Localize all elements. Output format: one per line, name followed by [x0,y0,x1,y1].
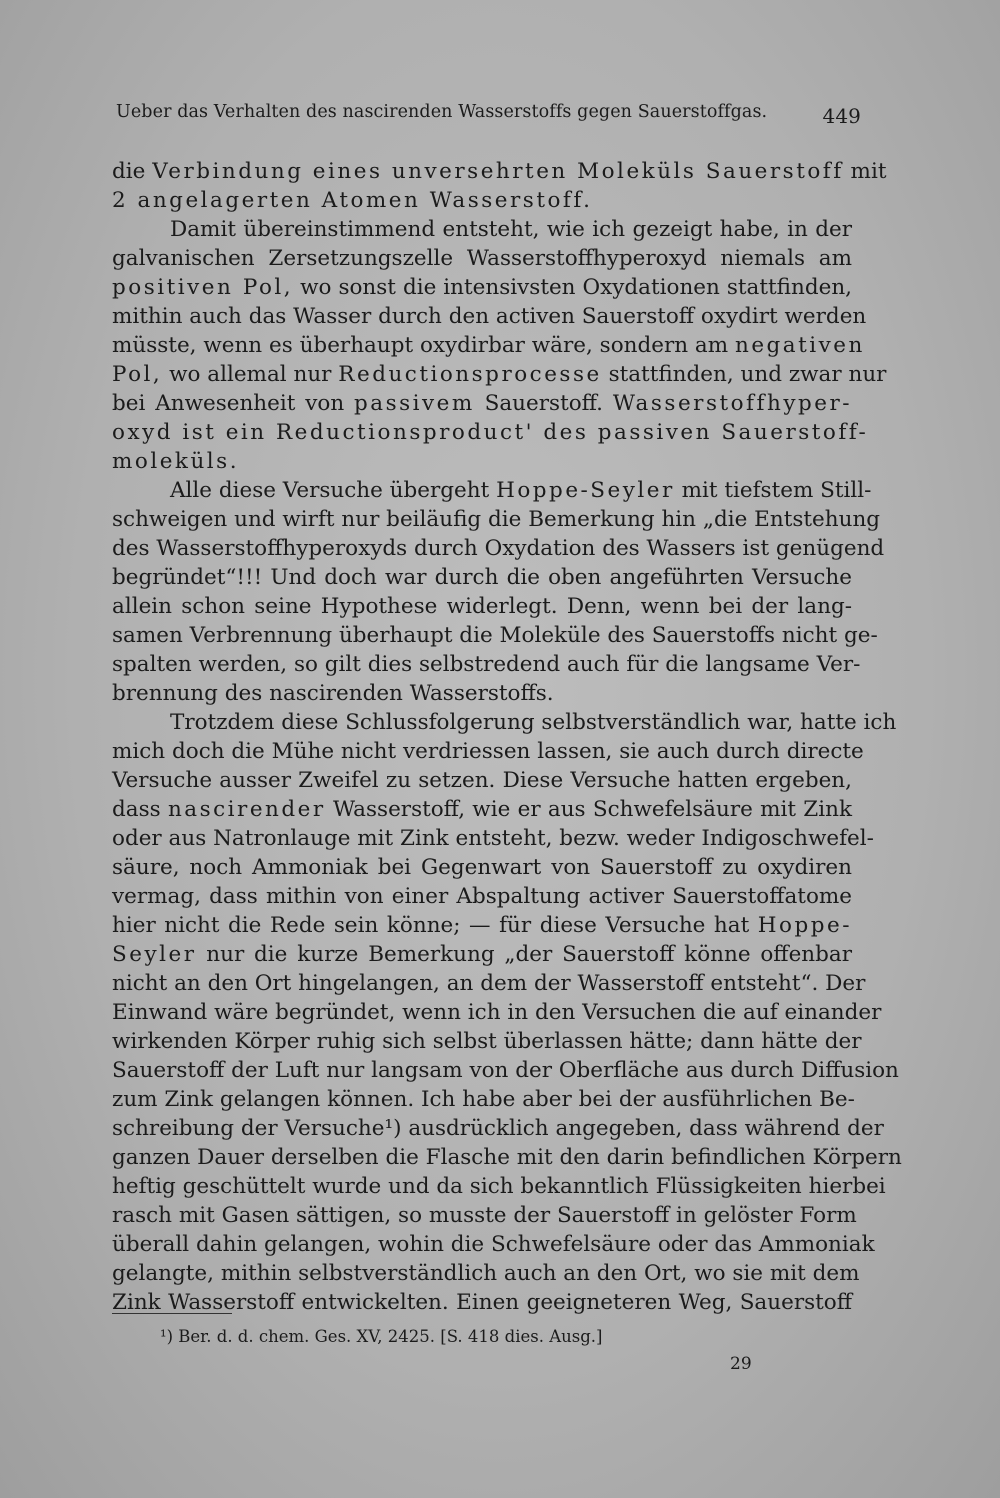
text-line: moleküls. [112,449,240,474]
spaced-emphasis: Hoppe- [757,913,852,938]
text-span: die [112,159,153,184]
text-line: 2 angelagerten Atomen Wasserstoff. [112,188,593,213]
footnote: ¹) Ber. d. d. chem. Ges. XV, 2425. [S. 418 dies. Ausg.] [160,1327,603,1346]
text-line: oxyd ist ein Reductionsproduct' des passiven Sauerstoff- [112,420,869,445]
text-line [112,795,852,824]
text-span: bei Anwesenheit von [112,391,355,416]
text-line: Einwand wäre begründet, wenn ich in den Versuchen die auf einander [112,1000,882,1025]
text-span: wo allemal nur [162,362,339,387]
text-span: hier nicht die Rede sein könne; — für diese Versuche hat [112,913,758,938]
page-number: 449 [822,104,861,128]
text-line: galvanischen Zersetzungszelle Wasserstoffhyperoxyd niemals am [112,246,852,271]
text-line: begründet“!!! Und doch war durch die oben angeführten Versuche [112,565,852,590]
text-line: mich doch die Mühe nicht verdriessen lassen, sie auch durch directe [112,739,864,764]
spaced-emphasis: Pol, [112,362,163,387]
text-line: säure, noch Ammoniak bei Gegenwart von Sauerstoff zu oxydiren [112,855,852,880]
text-line [112,331,865,360]
spaced-emphasis: Wasserstoffhyper- [612,391,852,416]
text-span: mit tiefstem Still- [674,478,872,503]
text-line [112,911,852,940]
text-line: vermag, dass mithin von einer Abspaltung activer Sauerstoffatome [112,884,852,909]
text-line: nicht an den Ort hingelangen, an dem der Wasserstoff entsteht“. Der [112,971,866,996]
spaced-emphasis: positiven Pol, [112,275,294,300]
running-title: Ueber das Verhalten des nascirenden Wasserstoffs gegen Sauerstoffgas. [116,102,768,122]
text-line: schreibung der Versuche¹) ausdrücklich angegeben, dass während der [112,1116,884,1141]
spaced-emphasis: negativen [734,333,865,358]
text-line: spalten werden, so gilt dies selbstredend auch für die langsame Ver- [112,652,861,677]
text-line: Damit übereinstimmend entsteht, wie ich gezeigt habe, in der [170,217,852,242]
text-line: Sauerstoff der Luft nur langsam von der Oberfläche aus durch Diffusion [112,1058,899,1083]
body-text [112,157,902,1317]
text-line: allein schon seine Hypothese widerlegt. Denn, wenn bei der lang- [112,594,852,619]
spaced-emphasis: nascirender [167,797,326,822]
text-line: schweigen und wirft nur beiläufig die Bemerkung hin „die Entstehung [112,507,881,532]
text-span: nur die kurze Bemerkung „der Sauerstoff könne offenbar [196,942,852,967]
text-line [112,389,852,418]
text-span: Alle diese Versuche übergeht [170,478,497,503]
text-line: überall dahin gelangen, wohin die Schwefelsäure oder das Ammoniak [112,1232,875,1257]
text-line: samen Verbrennung überhaupt die Moleküle des Sauerstoffs nicht ge- [112,623,878,648]
spaced-emphasis: passivem [354,391,475,416]
text-line: ganzen Dauer derselben die Flasche mit den darin befindlichen Körpern [112,1145,902,1170]
text-line: brennung des nascirenden Wasserstoffs. [112,681,554,706]
text-line: mithin auch das Wasser durch den activen Sauerstoff oxydirt werden [112,304,867,329]
spaced-emphasis: Seyler [112,942,197,967]
text-span: Wasserstoff, wie er aus Schwefelsäure mit Zink [325,797,853,822]
running-header [116,102,861,128]
text-line: Zink Wasserstoff entwickelten. Einen geeigneteren Weg, Sauerstoff [112,1290,852,1315]
text-line: Trotzdem diese Schlussfolgerung selbstverständlich war, hatte ich [170,710,897,735]
spaced-emphasis: Hoppe-Seyler [496,478,675,503]
text-span: mit [843,159,887,184]
text-span: stattfinden, und zwar nur [601,362,887,387]
text-line: gelangte, mithin selbstverständlich auch an den Ort, wo sie mit dem [112,1261,860,1286]
text-line: rasch mit Gasen sättigen, so musste der Sauerstoff in gelöster Form [112,1203,857,1228]
text-line: heftig geschüttelt wurde und da sich bekanntlich Flüssigkeiten hierbei [112,1174,886,1199]
text-line: zum Zink gelangen können. Ich habe aber bei der ausführlichen Be- [112,1087,855,1112]
text-line [112,940,852,969]
text-line: des Wasserstoffhyperoxyds durch Oxydation des Wassers ist genügend [112,536,885,561]
spaced-emphasis: Verbindung eines unversehrten Moleküls Sauerstoff [152,159,844,184]
text-line [112,360,887,389]
text-line: wirkenden Körper ruhig sich selbst überlassen hätte; dann hätte der [112,1029,862,1054]
text-span: müsste, wenn es überhaupt oxydirbar wäre, sondern am [112,333,735,358]
text-span: dass [112,797,168,822]
spaced-emphasis: Reductionsprocesse [338,362,602,387]
text-span: Sauerstoff. [474,391,613,416]
text-line: oder aus Natronlauge mit Zink entsteht, bezw. weder Indigoschwefel- [112,826,874,851]
text-line: Versuche ausser Zweifel zu setzen. Diese Versuche hatten ergeben, [112,768,852,793]
text-line [112,273,852,302]
footnote-rule [112,1313,232,1314]
signature-mark: 29 [730,1354,752,1374]
text-line [112,476,872,505]
text-span: wo sonst die intensivsten Oxydationen stattfinden, [293,275,853,300]
text-line [112,157,887,186]
